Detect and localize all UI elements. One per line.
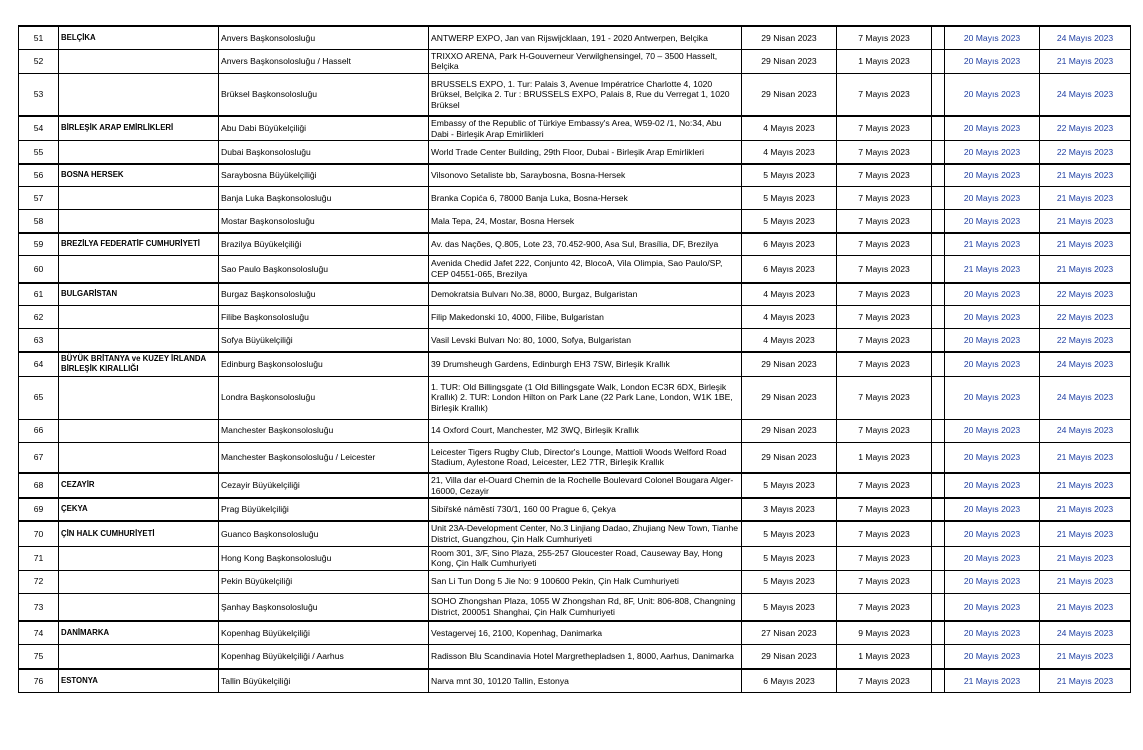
date-cell: 5 Mayıs 2023 xyxy=(742,473,837,498)
mission-cell: Manchester Başkonsolosluğu xyxy=(219,419,429,442)
mission-cell: Abu Dabi Büyükelçiliği xyxy=(219,116,429,141)
row-number: 51 xyxy=(19,26,59,49)
address-cell: Vilsonovo Setaliste bb, Saraybosna, Bosna-Hersek xyxy=(429,164,742,187)
date-cell: 7 Mayıs 2023 xyxy=(837,546,932,570)
row-number: 70 xyxy=(19,521,59,546)
row-number: 65 xyxy=(19,376,59,419)
date-cell: 7 Mayıs 2023 xyxy=(837,570,932,593)
date-cell: 20 Mayıs 2023 xyxy=(945,306,1040,329)
table-row xyxy=(19,473,1131,498)
address-cell: Embassy of the Republic of Türkiye Embassy's Area, W59-02 /1, No:34, Abu Dabi - Birleşik Arap Emirlikleri xyxy=(429,116,742,141)
address-cell: SOHO Zhongshan Plaza, 1055 W Zhongshan Rd, 8F, Unit: 806-808, Changning District, 200051 Shanghai, Çin Halk Cumhuriyeti xyxy=(429,593,742,621)
gap-cell xyxy=(932,570,945,593)
country-cell xyxy=(59,256,219,283)
date-cell: 1 Mayıs 2023 xyxy=(837,442,932,473)
date-cell: 20 Mayıs 2023 xyxy=(945,210,1040,233)
date-cell: 7 Mayıs 2023 xyxy=(837,116,932,141)
date-cell: 20 Mayıs 2023 xyxy=(945,73,1040,116)
country-cell: ÇEKYA xyxy=(59,498,219,521)
row-number: 74 xyxy=(19,621,59,644)
address-cell: Vasil Levski Bulvarı No: 80, 1000, Sofya, Bulgaristan xyxy=(429,329,742,352)
date-cell: 7 Mayıs 2023 xyxy=(837,669,932,692)
country-cell xyxy=(59,593,219,621)
address-cell: 1. TUR: Old Billingsgate (1 Old Billingsgate Walk, London EC3R 6DX, Birleşik Krallık) 2. TUR: London Hilton on Park Lane (22 Park Lane, London, W1K 1BE, Birleşik Krallık) xyxy=(429,376,742,419)
date-cell: 20 Mayıs 2023 xyxy=(945,570,1040,593)
country-cell xyxy=(59,376,219,419)
table-row xyxy=(19,116,1131,141)
row-number: 67 xyxy=(19,442,59,473)
table-row xyxy=(19,352,1131,377)
gap-cell xyxy=(932,116,945,141)
table-row xyxy=(19,644,1131,669)
address-cell: BRUSSELS EXPO, 1. Tur: Palais 3, Avenue Impératrice Charlotte 4, 1020 Brüksel, Belçika 2. Tur : BRUSSELS EXPO, Palais 8, Rue du Verregat 1, 1020 Brüksel xyxy=(429,73,742,116)
address-cell: Room 301, 3/F, Sino Plaza, 255-257 Gloucester Road, Causeway Bay, Hong Kong, Çin Halk Cumhuriyeti xyxy=(429,546,742,570)
mission-schedule-table xyxy=(18,25,1131,693)
date-cell: 21 Mayıs 2023 xyxy=(1040,442,1131,473)
address-cell: Demokratsia Bulvarı No.38, 8000, Burgaz, Bulgaristan xyxy=(429,283,742,306)
date-cell: 24 Mayıs 2023 xyxy=(1040,352,1131,377)
row-number: 69 xyxy=(19,498,59,521)
date-cell: 20 Mayıs 2023 xyxy=(945,141,1040,164)
address-cell: Avenida Chedid Jafet 222, Conjunto 42, BlocoA, Vila Olimpia, Sao Paulo/SP, CEP 04551-065, Brezilya xyxy=(429,256,742,283)
date-cell: 22 Mayıs 2023 xyxy=(1040,283,1131,306)
gap-cell xyxy=(932,49,945,73)
gap-cell xyxy=(932,669,945,692)
row-number: 73 xyxy=(19,593,59,621)
row-number: 68 xyxy=(19,473,59,498)
address-cell: TRIXXO ARENA, Park H-Gouverneur Verwilghensingel, 70 – 3500 Hasselt, Belçika xyxy=(429,49,742,73)
date-cell: 29 Nisan 2023 xyxy=(742,442,837,473)
date-cell: 7 Mayıs 2023 xyxy=(837,187,932,210)
table-row xyxy=(19,164,1131,187)
mission-cell: Brazilya Büyükelçiliği xyxy=(219,233,429,256)
date-cell: 3 Mayıs 2023 xyxy=(742,498,837,521)
date-cell: 20 Mayıs 2023 xyxy=(945,329,1040,352)
date-cell: 29 Nisan 2023 xyxy=(742,419,837,442)
table-row xyxy=(19,669,1131,692)
table-row xyxy=(19,49,1131,73)
gap-cell xyxy=(932,329,945,352)
date-cell: 5 Mayıs 2023 xyxy=(742,570,837,593)
date-cell: 29 Nisan 2023 xyxy=(742,73,837,116)
row-number: 59 xyxy=(19,233,59,256)
mission-cell: Mostar Başkonsolosluğu xyxy=(219,210,429,233)
table-row xyxy=(19,329,1131,352)
mission-cell: Hong Kong Başkonsolosluğu xyxy=(219,546,429,570)
address-cell: 39 Drumsheugh Gardens, Edinburgh EH3 7SW, Birleşik Krallık xyxy=(429,352,742,377)
gap-cell xyxy=(932,233,945,256)
date-cell: 6 Mayıs 2023 xyxy=(742,256,837,283)
row-number: 55 xyxy=(19,141,59,164)
row-number: 58 xyxy=(19,210,59,233)
date-cell: 29 Nisan 2023 xyxy=(742,376,837,419)
date-cell: 7 Mayıs 2023 xyxy=(837,498,932,521)
table-row xyxy=(19,419,1131,442)
country-cell: CEZAYİR xyxy=(59,473,219,498)
country-cell: BELÇİKA xyxy=(59,26,219,49)
country-cell xyxy=(59,570,219,593)
date-cell: 20 Mayıs 2023 xyxy=(945,498,1040,521)
mission-cell: Londra Başkonsolosluğu xyxy=(219,376,429,419)
country-cell: DANİMARKA xyxy=(59,621,219,644)
country-cell xyxy=(59,442,219,473)
table-row xyxy=(19,210,1131,233)
row-number: 52 xyxy=(19,49,59,73)
table-row xyxy=(19,187,1131,210)
gap-cell xyxy=(932,187,945,210)
table-row xyxy=(19,546,1131,570)
date-cell: 21 Mayıs 2023 xyxy=(1040,521,1131,546)
table-row xyxy=(19,521,1131,546)
date-cell: 20 Mayıs 2023 xyxy=(945,419,1040,442)
date-cell: 7 Mayıs 2023 xyxy=(837,376,932,419)
row-number: 60 xyxy=(19,256,59,283)
table-row xyxy=(19,256,1131,283)
gap-cell xyxy=(932,593,945,621)
date-cell: 24 Mayıs 2023 xyxy=(1040,376,1131,419)
date-cell: 21 Mayıs 2023 xyxy=(1040,644,1131,669)
address-cell: Unit 23A-Development Center, No.3 Linjiang Dadao, Zhujiang New Town, Tianhe District, Guangzhou, Çin Halk Cumhuriyeti xyxy=(429,521,742,546)
address-cell: Radisson Blu Scandinavia Hotel Margrethepladsen 1, 8000, Aarhus, Danimarka xyxy=(429,644,742,669)
table-row xyxy=(19,376,1131,419)
row-number: 64 xyxy=(19,352,59,377)
gap-cell xyxy=(932,376,945,419)
mission-cell: Sofya Büyükelçiliği xyxy=(219,329,429,352)
date-cell: 20 Mayıs 2023 xyxy=(945,644,1040,669)
gap-cell xyxy=(932,26,945,49)
gap-cell xyxy=(932,306,945,329)
date-cell: 21 Mayıs 2023 xyxy=(1040,498,1131,521)
row-number: 72 xyxy=(19,570,59,593)
date-cell: 21 Mayıs 2023 xyxy=(1040,233,1131,256)
date-cell: 21 Mayıs 2023 xyxy=(1040,210,1131,233)
date-cell: 21 Mayıs 2023 xyxy=(945,256,1040,283)
table-row xyxy=(19,570,1131,593)
date-cell: 21 Mayıs 2023 xyxy=(1040,49,1131,73)
gap-cell xyxy=(932,442,945,473)
table-row xyxy=(19,498,1131,521)
date-cell: 21 Mayıs 2023 xyxy=(1040,187,1131,210)
date-cell: 6 Mayıs 2023 xyxy=(742,233,837,256)
row-number: 66 xyxy=(19,419,59,442)
mission-cell: Saraybosna Büyükelçiliği xyxy=(219,164,429,187)
date-cell: 1 Mayıs 2023 xyxy=(837,49,932,73)
gap-cell xyxy=(932,256,945,283)
date-cell: 5 Mayıs 2023 xyxy=(742,164,837,187)
gap-cell xyxy=(932,498,945,521)
country-cell xyxy=(59,419,219,442)
gap-cell xyxy=(932,210,945,233)
date-cell: 22 Mayıs 2023 xyxy=(1040,329,1131,352)
mission-cell: Guanco Başkonsolosluğu xyxy=(219,521,429,546)
gap-cell xyxy=(932,644,945,669)
date-cell: 7 Mayıs 2023 xyxy=(837,329,932,352)
date-cell: 20 Mayıs 2023 xyxy=(945,49,1040,73)
date-cell: 21 Mayıs 2023 xyxy=(945,233,1040,256)
country-cell: BREZİLYA FEDERATİF CUMHURİYETİ xyxy=(59,233,219,256)
address-cell: 21, Villa dar el-Ouard Chemin de la Rochelle Boulevard Colonel Bougara Alger-16000, Cezayir xyxy=(429,473,742,498)
country-cell: BOSNA HERSEK xyxy=(59,164,219,187)
date-cell: 7 Mayıs 2023 xyxy=(837,352,932,377)
date-cell: 24 Mayıs 2023 xyxy=(1040,73,1131,116)
country-cell xyxy=(59,546,219,570)
gap-cell xyxy=(932,141,945,164)
mission-cell: Filibe Başkonsolosluğu xyxy=(219,306,429,329)
date-cell: 7 Mayıs 2023 xyxy=(837,233,932,256)
date-cell: 4 Mayıs 2023 xyxy=(742,283,837,306)
date-cell: 5 Mayıs 2023 xyxy=(742,593,837,621)
date-cell: 20 Mayıs 2023 xyxy=(945,521,1040,546)
date-cell: 7 Mayıs 2023 xyxy=(837,419,932,442)
country-cell xyxy=(59,644,219,669)
date-cell: 20 Mayıs 2023 xyxy=(945,164,1040,187)
country-cell: BÜYÜK BRİTANYA ve KUZEY İRLANDA BİRLEŞİK KIRALLIĞI xyxy=(59,352,219,377)
address-cell: Narva mnt 30, 10120 Tallin, Estonya xyxy=(429,669,742,692)
date-cell: 4 Mayıs 2023 xyxy=(742,329,837,352)
country-cell xyxy=(59,329,219,352)
country-cell: ÇİN HALK CUMHURİYETİ xyxy=(59,521,219,546)
date-cell: 20 Mayıs 2023 xyxy=(945,376,1040,419)
date-cell: 21 Mayıs 2023 xyxy=(1040,669,1131,692)
gap-cell xyxy=(932,473,945,498)
gap-cell xyxy=(932,546,945,570)
mission-cell: Brüksel Başkonsolosluğu xyxy=(219,73,429,116)
date-cell: 21 Mayıs 2023 xyxy=(1040,164,1131,187)
row-number: 61 xyxy=(19,283,59,306)
mission-cell: Prag Büyükelçiliği xyxy=(219,498,429,521)
date-cell: 21 Mayıs 2023 xyxy=(1040,570,1131,593)
mission-cell: Şanhay Başkonsolosluğu xyxy=(219,593,429,621)
mission-cell: Banja Luka Başkonsolosluğu xyxy=(219,187,429,210)
date-cell: 29 Nisan 2023 xyxy=(742,352,837,377)
date-cell: 22 Mayıs 2023 xyxy=(1040,306,1131,329)
country-cell xyxy=(59,210,219,233)
date-cell: 7 Mayıs 2023 xyxy=(837,473,932,498)
row-number: 62 xyxy=(19,306,59,329)
date-cell: 7 Mayıs 2023 xyxy=(837,141,932,164)
date-cell: 27 Nisan 2023 xyxy=(742,621,837,644)
row-number: 75 xyxy=(19,644,59,669)
address-cell: Sibiřské náměstí 730/1, 160 00 Prague 6, Çekya xyxy=(429,498,742,521)
date-cell: 21 Mayıs 2023 xyxy=(945,669,1040,692)
mission-cell: Burgaz Başkonsolosluğu xyxy=(219,283,429,306)
country-cell xyxy=(59,187,219,210)
date-cell: 7 Mayıs 2023 xyxy=(837,210,932,233)
date-cell: 29 Nisan 2023 xyxy=(742,644,837,669)
mission-cell: Cezayir Büyükelçiliği xyxy=(219,473,429,498)
date-cell: 7 Mayıs 2023 xyxy=(837,26,932,49)
date-cell: 4 Mayıs 2023 xyxy=(742,141,837,164)
date-cell: 20 Mayıs 2023 xyxy=(945,621,1040,644)
mission-cell: Kopenhag Büyükelçiliği xyxy=(219,621,429,644)
address-cell: Branka Copića 6, 78000 Banja Luka, Bosna-Hersek xyxy=(429,187,742,210)
date-cell: 7 Mayıs 2023 xyxy=(837,164,932,187)
mission-cell: Anvers Başkonsolosluğu / Hasselt xyxy=(219,49,429,73)
address-cell: ANTWERP EXPO, Jan van Rijswijcklaan, 191 - 2020 Antwerpen, Belçika xyxy=(429,26,742,49)
table-row xyxy=(19,283,1131,306)
date-cell: 4 Mayıs 2023 xyxy=(742,306,837,329)
row-number: 76 xyxy=(19,669,59,692)
date-cell: 1 Mayıs 2023 xyxy=(837,644,932,669)
date-cell: 29 Nisan 2023 xyxy=(742,26,837,49)
date-cell: 5 Mayıs 2023 xyxy=(742,187,837,210)
address-cell: Vestagervej 16, 2100, Kopenhag, Danimarka xyxy=(429,621,742,644)
address-cell: World Trade Center Building, 29th Floor, Dubai - Birleşik Arap Emirlikleri xyxy=(429,141,742,164)
address-cell: Filip Makedonski 10, 4000, Filibe, Bulgaristan xyxy=(429,306,742,329)
mission-cell: Kopenhag Büyükelçiliği / Aarhus xyxy=(219,644,429,669)
address-cell: Leicester Tigers Rugby Club, Director's Lounge, Mattioli Woods Welford Road Stadium, Aylestone Road, Leicester, LE2 7TR, Birleşik Krallık xyxy=(429,442,742,473)
mission-cell: Sao Paulo Başkonsolosluğu xyxy=(219,256,429,283)
row-number: 53 xyxy=(19,73,59,116)
date-cell: 21 Mayıs 2023 xyxy=(1040,593,1131,621)
date-cell: 5 Mayıs 2023 xyxy=(742,521,837,546)
table-row xyxy=(19,442,1131,473)
date-cell: 20 Mayıs 2023 xyxy=(945,442,1040,473)
address-cell: Mala Tepa, 24, Mostar, Bosna Hersek xyxy=(429,210,742,233)
date-cell: 7 Mayıs 2023 xyxy=(837,256,932,283)
mission-cell: Manchester Başkonsolosluğu / Leicester xyxy=(219,442,429,473)
address-cell: San Li Tun Dong 5 Jie No: 9 100600 Pekin, Çin Halk Cumhuriyeti xyxy=(429,570,742,593)
date-cell: 5 Mayıs 2023 xyxy=(742,210,837,233)
table-row xyxy=(19,26,1131,49)
date-cell: 20 Mayıs 2023 xyxy=(945,116,1040,141)
date-cell: 20 Mayıs 2023 xyxy=(945,26,1040,49)
row-number: 54 xyxy=(19,116,59,141)
date-cell: 22 Mayıs 2023 xyxy=(1040,141,1131,164)
date-cell: 24 Mayıs 2023 xyxy=(1040,419,1131,442)
table-row xyxy=(19,621,1131,644)
date-cell: 20 Mayıs 2023 xyxy=(945,283,1040,306)
table-row xyxy=(19,233,1131,256)
country-cell xyxy=(59,141,219,164)
gap-cell xyxy=(932,283,945,306)
table-row xyxy=(19,593,1131,621)
country-cell xyxy=(59,306,219,329)
date-cell: 9 Mayıs 2023 xyxy=(837,621,932,644)
gap-cell xyxy=(932,73,945,116)
date-cell: 24 Mayıs 2023 xyxy=(1040,621,1131,644)
gap-cell xyxy=(932,419,945,442)
date-cell: 7 Mayıs 2023 xyxy=(837,283,932,306)
gap-cell xyxy=(932,352,945,377)
address-cell: Av. das Nações, Q.805, Lote 23, 70.452-900, Asa Sul, Brasília, DF, Brezilya xyxy=(429,233,742,256)
date-cell: 6 Mayıs 2023 xyxy=(742,669,837,692)
mission-cell: Tallin Büyükelçiliği xyxy=(219,669,429,692)
mission-cell: Edinburg Başkonsolosluğu xyxy=(219,352,429,377)
date-cell: 21 Mayıs 2023 xyxy=(1040,256,1131,283)
date-cell: 24 Mayıs 2023 xyxy=(1040,26,1131,49)
country-cell xyxy=(59,73,219,116)
gap-cell xyxy=(932,164,945,187)
country-cell: ESTONYA xyxy=(59,669,219,692)
gap-cell xyxy=(932,621,945,644)
date-cell: 21 Mayıs 2023 xyxy=(1040,473,1131,498)
date-cell: 20 Mayıs 2023 xyxy=(945,473,1040,498)
row-number: 71 xyxy=(19,546,59,570)
address-cell: 14 Oxford Court, Manchester, M2 3WQ, Birleşik Krallık xyxy=(429,419,742,442)
country-cell: BULGARİSTAN xyxy=(59,283,219,306)
date-cell: 7 Mayıs 2023 xyxy=(837,521,932,546)
date-cell: 20 Mayıs 2023 xyxy=(945,546,1040,570)
date-cell: 22 Mayıs 2023 xyxy=(1040,116,1131,141)
date-cell: 7 Mayıs 2023 xyxy=(837,73,932,116)
date-cell: 5 Mayıs 2023 xyxy=(742,546,837,570)
date-cell: 4 Mayıs 2023 xyxy=(742,116,837,141)
table-row xyxy=(19,73,1131,116)
country-cell xyxy=(59,49,219,73)
table-row xyxy=(19,306,1131,329)
date-cell: 21 Mayıs 2023 xyxy=(1040,546,1131,570)
date-cell: 7 Mayıs 2023 xyxy=(837,306,932,329)
gap-cell xyxy=(932,521,945,546)
row-number: 63 xyxy=(19,329,59,352)
table-row xyxy=(19,141,1131,164)
mission-cell: Dubai Başkonsolosluğu xyxy=(219,141,429,164)
row-number: 56 xyxy=(19,164,59,187)
country-cell: BİRLEŞİK ARAP EMİRLİKLERİ xyxy=(59,116,219,141)
row-number: 57 xyxy=(19,187,59,210)
mission-cell: Pekin Büyükelçiliği xyxy=(219,570,429,593)
date-cell: 20 Mayıs 2023 xyxy=(945,593,1040,621)
date-cell: 20 Mayıs 2023 xyxy=(945,187,1040,210)
date-cell: 20 Mayıs 2023 xyxy=(945,352,1040,377)
date-cell: 29 Nisan 2023 xyxy=(742,49,837,73)
date-cell: 7 Mayıs 2023 xyxy=(837,593,932,621)
mission-cell: Anvers Başkonsolosluğu xyxy=(219,26,429,49)
